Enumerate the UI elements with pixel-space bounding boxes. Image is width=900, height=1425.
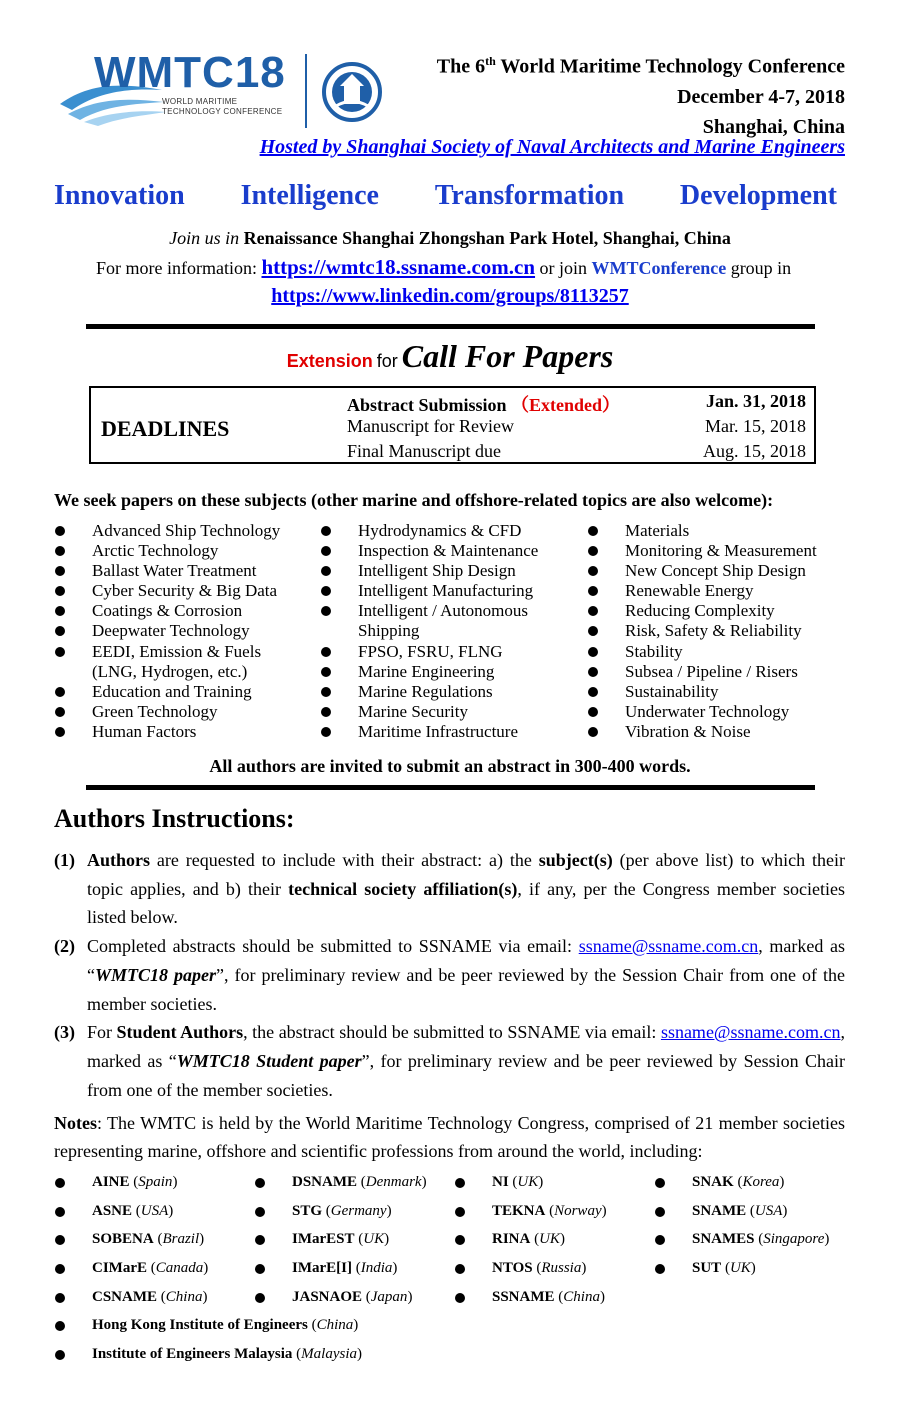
- list-item: Green Technology: [54, 702, 280, 722]
- list-item: NTOS (Russia): [454, 1254, 607, 1283]
- members-column-3: [454, 1168, 607, 1312]
- list-item: Risk, Safety & Reliability: [587, 621, 817, 641]
- list-item: Intelligent Manufacturing: [320, 581, 538, 601]
- call-for-papers-heading: Extension for Call For Papers: [286, 338, 614, 374]
- theme-row: [54, 180, 837, 212]
- list-item: Renewable Energy: [587, 581, 817, 601]
- extension-label: Extension: [286, 351, 373, 371]
- list-item: SNAMES (Singapore): [654, 1225, 829, 1254]
- list-item: Deepwater Technology: [54, 621, 280, 641]
- list-item: Stability: [587, 642, 817, 662]
- list-item: Monitoring & Measurement: [587, 541, 817, 561]
- group-name: WMTConference: [591, 258, 727, 278]
- society-seal-icon: [320, 56, 384, 126]
- instruction-item: (3) For Student Authors, the abstract should be submitted to SSNAME via email: ssname@ssname.com.cn, marked as “WMTC18 Student paper”, for preliminary review and be peer reviewed by Session Chair from one of the member societies.: [54, 1022, 845, 1100]
- members-wide-list: [54, 1311, 362, 1368]
- logo-subtitle-line2: TECHNOLOGY CONFERENCE: [162, 107, 283, 116]
- list-item: Vibration & Noise: [587, 722, 817, 742]
- deadlines-box: [89, 386, 816, 464]
- list-item: TEKNA (Norway): [454, 1197, 607, 1226]
- list-item: Coatings & Corrosion: [54, 601, 280, 621]
- more-info-line: For more information: https://wmtc18.ssname.com.cn or join WMTConference group in: [96, 255, 792, 279]
- list-item: Inspection & Maintenance: [320, 541, 538, 561]
- list-item: Human Factors: [54, 722, 280, 742]
- list-item: SNAK (Korea): [654, 1168, 829, 1197]
- deadline-row: Final Manuscript due Aug. 15, 2018: [347, 441, 806, 461]
- list-item: SNAME (USA): [654, 1197, 829, 1226]
- list-item: CSNAME (China): [54, 1283, 208, 1312]
- list-item: Intelligent Ship Design: [320, 561, 538, 581]
- instruction-item: (2) Completed abstracts should be submitted to SSNAME via email: ssname@ssname.com.cn, marked as “WMTC18 paper”, for preliminary review and be peer reviewed by the Session Chair from one of the member societies.: [54, 936, 845, 1014]
- list-item: RINA (UK): [454, 1225, 607, 1254]
- email-link[interactable]: ssname@ssname.com.cn: [578, 936, 759, 957]
- venue: Renaissance Shanghai Zhongshan Park Hotel, Shanghai, China: [243, 228, 731, 248]
- join-us-line: Join us in Renaissance Shanghai Zhongshan Park Hotel, Shanghai, China: [169, 228, 731, 248]
- website-link[interactable]: https://wmtc18.ssname.com.cn: [261, 255, 536, 279]
- theme-innovation: Innovation: [54, 180, 185, 211]
- conference-title: The 6th World Maritime Technology Conference: [436, 54, 845, 78]
- deadline-row: Manuscript for Review Mar. 15, 2018: [347, 416, 806, 436]
- list-item: Ballast Water Treatment: [54, 561, 280, 581]
- list-item: FPSO, FSRU, FLNG: [320, 642, 538, 662]
- list-item: Institute of Engineers Malaysia (Malaysia): [54, 1340, 362, 1369]
- topics-column-3: [587, 521, 817, 742]
- list-item: Hong Kong Institute of Engineers (China): [54, 1311, 362, 1340]
- list-item: NI (UK): [454, 1168, 607, 1197]
- list-item: IMarEST (UK): [254, 1225, 427, 1254]
- list-item: STG (Germany): [254, 1197, 427, 1226]
- list-item: Marine Security: [320, 702, 538, 722]
- deadlines-label: DEADLINES: [101, 416, 230, 441]
- instructions-list: [54, 846, 845, 1104]
- list-item: New Concept Ship Design: [587, 561, 817, 581]
- list-item: Education and Training: [54, 682, 280, 702]
- members-column-2: [254, 1168, 427, 1312]
- divider-rule: [86, 324, 815, 329]
- list-item: Arctic Technology: [54, 541, 280, 561]
- email-link[interactable]: ssname@ssname.com.cn: [660, 1022, 841, 1043]
- list-item: Maritime Infrastructure: [320, 722, 538, 742]
- topics-column-2: [320, 521, 538, 742]
- list-item: Materials: [587, 521, 817, 541]
- notes-paragraph: Notes: The WMTC is held by the World Maritime Technology Congress, comprised of 21 member societies representing marine, offshore and scientific professions from around the world, including:: [54, 1113, 845, 1161]
- list-item: Marine Regulations: [320, 682, 538, 702]
- list-item: EEDI, Emission & Fuels (LNG, Hydrogen, etc.): [54, 642, 280, 682]
- list-item: Advanced Ship Technology: [54, 521, 280, 541]
- cfp-title: Call For Papers: [401, 338, 614, 374]
- conference-info: [437, 46, 845, 142]
- members-column-4: [654, 1168, 829, 1283]
- list-item: SSNAME (China): [454, 1283, 607, 1312]
- topics-intro: We seek papers on these subjects (other marine and offshore-related topics are also welcome):: [54, 490, 774, 510]
- conference-location: Shanghai, China: [702, 115, 845, 138]
- list-item: Sustainability: [587, 682, 817, 702]
- instruction-item: (1) Authors are requested to include with their abstract: a) the subject(s) (per above list) to which their topic applies, and b) their technical society affiliation(s), if any, per the Congress member societies listed below.: [54, 850, 845, 928]
- logo-text: WMTC18: [94, 48, 286, 97]
- divider-rule: [86, 785, 815, 790]
- deadline-row: Abstract Submission （Extended） Jan. 31, 2018: [347, 391, 806, 415]
- logo-subtitle-line1: WORLD MARITIME: [162, 97, 238, 106]
- members-column-1: [54, 1168, 208, 1312]
- list-item: Cyber Security & Big Data: [54, 581, 280, 601]
- theme-development: Development: [679, 180, 837, 211]
- list-item: Subsea / Pipeline / Risers: [587, 662, 817, 682]
- list-item: Underwater Technology: [587, 702, 817, 722]
- theme-transformation: Transformation: [434, 180, 625, 211]
- list-item: Hydrodynamics & CFD: [320, 521, 538, 541]
- list-item: IMarE[I] (India): [254, 1254, 427, 1283]
- topics-column-1: [54, 521, 280, 742]
- logo-divider: [305, 54, 307, 128]
- wmtc18-logo: [58, 48, 388, 130]
- theme-intelligence: Intelligence: [240, 180, 379, 211]
- list-item: SUT (UK): [654, 1254, 829, 1283]
- list-item: Intelligent / Autonomous Shipping: [320, 601, 538, 641]
- list-item: ASNE (USA): [54, 1197, 208, 1226]
- list-item: Marine Engineering: [320, 662, 538, 682]
- list-item: SOBENA (Brazil): [54, 1225, 208, 1254]
- list-item: CIMarE (Canada): [54, 1254, 208, 1283]
- list-item: JASNAOE (Japan): [254, 1283, 427, 1312]
- list-item: Reducing Complexity: [587, 601, 817, 621]
- list-item: DSNAME (Denmark): [254, 1168, 427, 1197]
- invite-text: All authors are invited to submit an abstract in 300-400 words.: [209, 756, 691, 776]
- linkedin-link[interactable]: https://www.linkedin.com/groups/8113257: [271, 285, 629, 307]
- list-item: AINE (Spain): [54, 1168, 208, 1197]
- conference-dates: December 4-7, 2018: [677, 85, 845, 108]
- hosted-by-link[interactable]: Hosted by Shanghai Society of Naval Architects and Marine Engineers: [259, 136, 845, 158]
- instructions-title: Authors Instructions:: [54, 804, 295, 833]
